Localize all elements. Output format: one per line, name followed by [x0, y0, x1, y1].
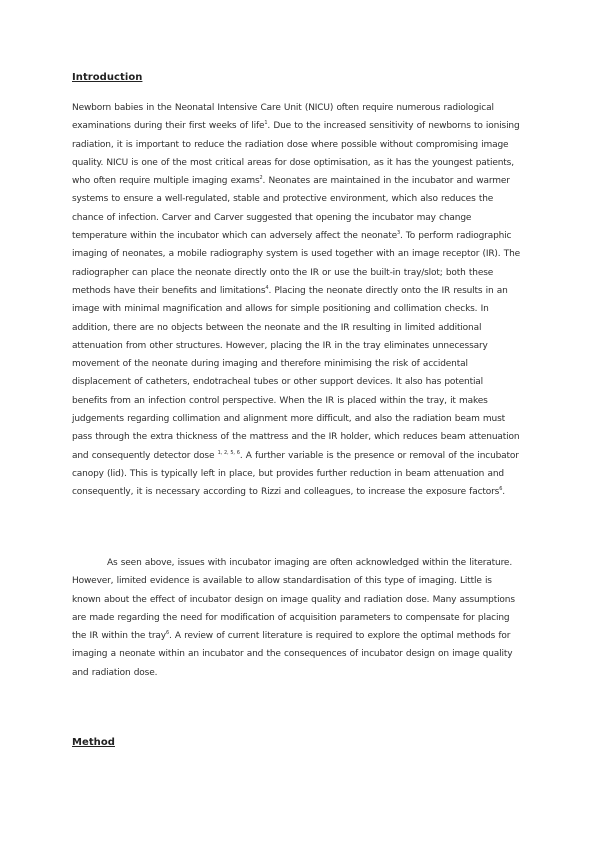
text-line: imaging of neonates, a mobile radiography system is used together with an image receptor (IR). The [72, 249, 521, 260]
text-line [72, 483, 524, 501]
heading-introduction: Introduction [72, 72, 143, 83]
text-line: addition, there are no objects between the neonate and the IR resulting in limited additional [72, 322, 482, 333]
citation: 3 [396, 230, 400, 237]
text-line: canopy (lid). This is typically left in place, but provides further reduction in beam attenuation and [72, 468, 504, 479]
citation: 6 [165, 630, 169, 637]
text-segment: consequently, it is necessary according to Rizzi and colleagues, to increase the exposure factors [72, 487, 500, 498]
text-line: benefits from an infection control perspective. When the IR is placed within the tray, it makes [72, 395, 488, 406]
text-line [72, 227, 524, 245]
text-line: displacement of catheters, endotracheal tubes or other support devices. It also has potential [72, 377, 484, 388]
text-line: radiographer can place the neonate directly onto the IR or use the built-in tray/slot; both these [72, 267, 494, 278]
citation: 4 [265, 284, 269, 291]
text-segment: . Placing the neonate directly onto the IR results in an [268, 285, 508, 296]
text-line: systems to ensure a well-regulated, stable and protective environment, which also reduces the [72, 194, 494, 205]
citation: 1, 2, 5, 6 [217, 449, 240, 456]
text-segment: . A further variable is the presence or removal of the incubator [239, 450, 519, 461]
text-segment: . Due to the increased sensitivity of newborns to ionising [267, 121, 520, 132]
citation: 6 [499, 486, 503, 493]
text-line: are made regarding the need for modification of acquisition parameters to compensate for placing [72, 612, 510, 623]
text-line [72, 117, 524, 135]
text-segment: the IR within the tray [72, 631, 166, 642]
text-segment: . [502, 487, 505, 498]
text-line: and radiation dose. [72, 667, 158, 678]
text-segment: temperature within the incubator which can adversely affect the neonate [72, 231, 397, 242]
text-line: imaging a neonate within an incubator and the consequences of incubator design on image quality [72, 649, 513, 660]
text-segment: . Neonates are maintained in the incubator and warmer [262, 176, 510, 187]
text-line: As seen above, issues with incubator imaging are often acknowledged within the literature. [107, 558, 513, 568]
text-segment: examinations during their first weeks of life [72, 121, 265, 132]
text-line [72, 447, 524, 465]
paragraph-incubator-imaging [72, 554, 524, 682]
text-line: known about the effect of incubator design on image quality and radiation dose. Many assumptions [72, 594, 515, 605]
text-line: image with minimal magnification and allows for simple positioning and collimation checks. In [72, 304, 489, 315]
text-line [72, 627, 524, 645]
text-segment: methods have their benefits and limitations [72, 285, 266, 296]
text-segment: who often require multiple imaging exams [72, 176, 260, 187]
text-line: radiation, it is important to reduce the radiation dose where possible without compromising image [72, 139, 509, 150]
text-segment: . A review of current literature is required to explore the optimal methods for [169, 631, 511, 642]
text-line: judgements regarding collimation and alignment more difficult, and also the radiation beam must [72, 414, 506, 425]
heading-method: Method [72, 737, 115, 748]
text-line: However, limited evidence is available to allow standardisation of this type of imaging. Little is [72, 576, 492, 587]
text-line: chance of infection. Carver and Carver suggested that opening the incubator may change [72, 212, 472, 223]
text-segment: . To perform radiographic [400, 231, 512, 242]
paragraph-introduction [72, 99, 524, 502]
text-line: pass through the extra thickness of the mattress and the IR holder, which reduces beam attenuation [72, 432, 520, 443]
text-line: quality. NICU is one of the most critical areas for dose optimisation, as it has the youngest patients, [72, 157, 514, 168]
text-line [72, 282, 524, 300]
text-line: movement of the neonate during imaging and therefore minimising the risk of accidental [72, 359, 468, 370]
citation: 1 [264, 120, 268, 127]
citation: 2 [259, 175, 263, 182]
text-line: Newborn babies in the Neonatal Intensive Care Unit (NICU) often require numerous radiological [72, 103, 494, 113]
text-line [72, 172, 524, 190]
text-line: attenuation from other structures. However, placing the IR in the tray eliminates unnecessary [72, 340, 488, 351]
text-segment: and consequently detector dose [72, 450, 218, 461]
